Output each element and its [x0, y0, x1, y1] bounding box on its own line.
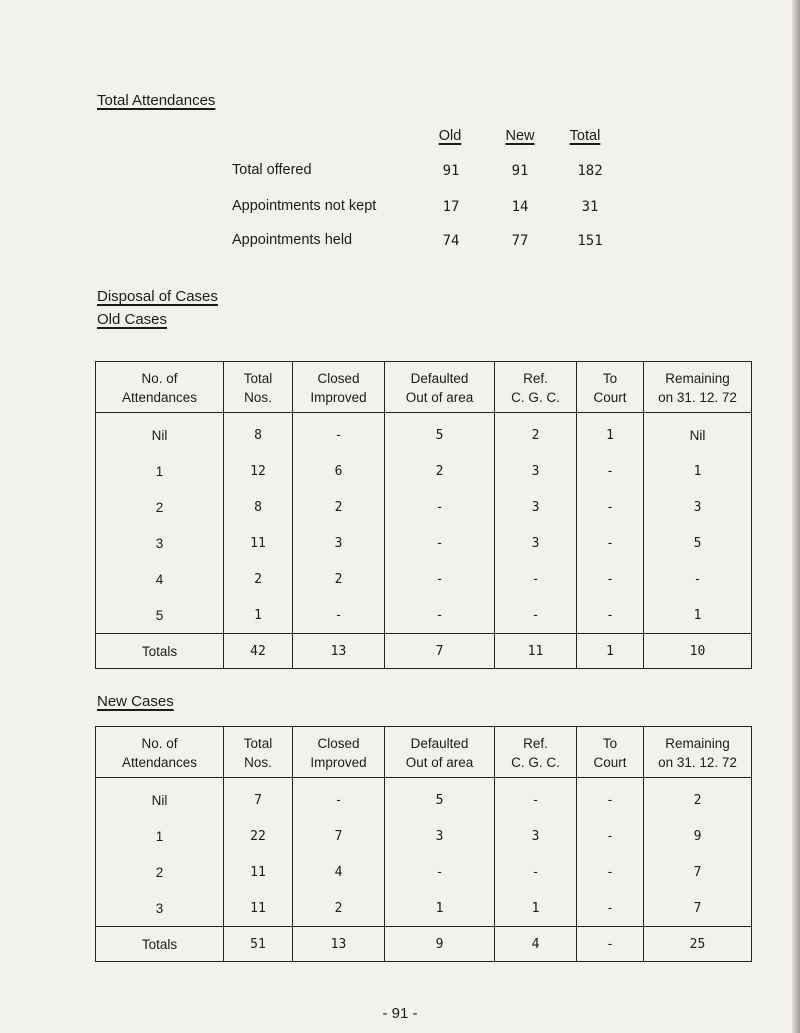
table-cell: 5 [385, 413, 495, 454]
table-cell: 3 [385, 818, 495, 854]
table-cell: 3 [495, 453, 577, 489]
table-cell: 1 [577, 413, 644, 454]
summary-col-new: New [505, 128, 535, 144]
table-row [96, 489, 752, 525]
summary-cell: 17 [442, 199, 460, 215]
col-header: No. of Attendances [96, 362, 224, 413]
col-header: To Court [577, 362, 644, 413]
table-cell: 2 [293, 890, 385, 927]
table-cell: 13 [293, 634, 385, 669]
table-cell: - [577, 818, 644, 854]
col-header: Closed Improved [293, 727, 385, 778]
summary-col-total: Total [569, 128, 601, 144]
table-cell: - [385, 561, 495, 597]
summary-row-label: Appointments not kept [232, 198, 377, 214]
table-cell: 9 [644, 818, 752, 854]
summary-cell: 91 [511, 163, 529, 179]
table-cell: - [577, 453, 644, 489]
table-cell: - [293, 778, 385, 819]
table-cell: 2 [96, 489, 224, 525]
table-cell: 42 [224, 634, 293, 669]
summary-cell: 91 [442, 163, 460, 179]
table-row [96, 561, 752, 597]
totals-row [96, 927, 752, 962]
table-row [96, 525, 752, 561]
old-cases-table [95, 361, 752, 669]
table-cell: 1 [224, 597, 293, 634]
summary-cell: 14 [511, 199, 529, 215]
table-cell: 25 [644, 927, 752, 962]
table-cell: 13 [293, 927, 385, 962]
table-row [96, 413, 752, 454]
table-cell: - [644, 561, 752, 597]
table-cell: 1 [385, 890, 495, 927]
table-cell: 3 [293, 525, 385, 561]
table-cell: 7 [644, 854, 752, 890]
table-cell: 8 [224, 413, 293, 454]
table-cell: - [495, 597, 577, 634]
summary-row-label: Appointments held [232, 232, 353, 248]
table-cell: 4 [293, 854, 385, 890]
table-cell: Nil [96, 413, 224, 454]
table-cell: 51 [224, 927, 293, 962]
table-row [96, 854, 752, 890]
table-cell: 5 [385, 778, 495, 819]
table-cell: 2 [293, 561, 385, 597]
table-cell: 3 [495, 818, 577, 854]
table-cell: - [577, 561, 644, 597]
table-cell: - [385, 525, 495, 561]
summary-cell: 31 [581, 199, 599, 215]
table-cell: 2 [495, 413, 577, 454]
table-cell: - [293, 597, 385, 634]
table-cell: - [577, 854, 644, 890]
table-cell: 8 [224, 489, 293, 525]
table-cell: 3 [495, 525, 577, 561]
table-cell: - [293, 413, 385, 454]
page-edge-shadow [792, 0, 800, 1033]
page-number: - 91 - [382, 1005, 418, 1022]
table-cell: 1 [96, 453, 224, 489]
new-cases-table [95, 726, 752, 962]
table-cell: 2 [293, 489, 385, 525]
table-row [96, 778, 752, 819]
table-cell: 7 [224, 778, 293, 819]
table-header-row [96, 727, 752, 778]
table-cell: - [577, 778, 644, 819]
table-cell: 3 [644, 489, 752, 525]
col-header: Total Nos. [224, 362, 293, 413]
table-cell: Nil [96, 778, 224, 819]
col-header: Defaulted Out of area [385, 362, 495, 413]
table-cell: 4 [96, 561, 224, 597]
table-cell: 7 [293, 818, 385, 854]
totals-label: Totals [96, 927, 224, 962]
disposal-heading: Disposal of Cases [97, 288, 218, 305]
table-header-row [96, 362, 752, 413]
totals-row [96, 634, 752, 669]
col-header: Ref. C. G. C. [495, 362, 577, 413]
table-cell: 6 [293, 453, 385, 489]
table-row [96, 453, 752, 489]
table-cell: Nil [644, 413, 752, 454]
table-cell: 2 [644, 778, 752, 819]
table-cell: - [385, 597, 495, 634]
table-cell: - [577, 489, 644, 525]
table-cell: 3 [495, 489, 577, 525]
summary-row-label: Total offered [232, 162, 312, 178]
col-header: No. of Attendances [96, 727, 224, 778]
table-cell: - [577, 890, 644, 927]
table-cell: 11 [224, 525, 293, 561]
col-header: Ref. C. G. C. [495, 727, 577, 778]
col-header: Closed Improved [293, 362, 385, 413]
col-header: To Court [577, 727, 644, 778]
table-cell: - [577, 597, 644, 634]
table-cell: 11 [224, 890, 293, 927]
table-cell: - [495, 854, 577, 890]
table-cell: 2 [96, 854, 224, 890]
table-row [96, 890, 752, 927]
table-cell: 2 [224, 561, 293, 597]
table-row [96, 818, 752, 854]
summary-cell: 77 [511, 233, 529, 249]
col-header: Remaining on 31. 12. 72 [644, 727, 752, 778]
table-cell: 11 [224, 854, 293, 890]
old-cases-heading: Old Cases [97, 311, 168, 328]
table-cell: 1 [644, 453, 752, 489]
table-cell: 3 [96, 890, 224, 927]
table-cell: 3 [96, 525, 224, 561]
table-cell: 7 [385, 634, 495, 669]
col-header: Total Nos. [224, 727, 293, 778]
summary-cell: 182 [577, 163, 603, 179]
table-cell: - [385, 854, 495, 890]
table-cell: 2 [385, 453, 495, 489]
col-header: Remaining on 31. 12. 72 [644, 362, 752, 413]
table-cell: 4 [495, 927, 577, 962]
table-row [96, 597, 752, 634]
table-cell: - [577, 927, 644, 962]
table-cell: 1 [495, 890, 577, 927]
table-cell: 1 [577, 634, 644, 669]
table-cell: 10 [644, 634, 752, 669]
table-cell: 12 [224, 453, 293, 489]
table-cell: 22 [224, 818, 293, 854]
table-cell: 1 [96, 818, 224, 854]
table-cell: - [495, 778, 577, 819]
page-title: Total Attendances [97, 92, 216, 109]
table-cell: - [577, 525, 644, 561]
table-cell: 7 [644, 890, 752, 927]
summary-cell: 74 [442, 233, 460, 249]
summary-col-old: Old [438, 128, 462, 144]
col-header: Defaulted Out of area [385, 727, 495, 778]
table-cell: 5 [96, 597, 224, 634]
summary-cell: 151 [577, 233, 603, 249]
table-cell: 11 [495, 634, 577, 669]
table-cell: 5 [644, 525, 752, 561]
table-cell: - [495, 561, 577, 597]
totals-label: Totals [96, 634, 224, 669]
new-cases-heading: New Cases [97, 693, 174, 710]
table-cell: 9 [385, 927, 495, 962]
table-cell: - [385, 489, 495, 525]
table-cell: 1 [644, 597, 752, 634]
